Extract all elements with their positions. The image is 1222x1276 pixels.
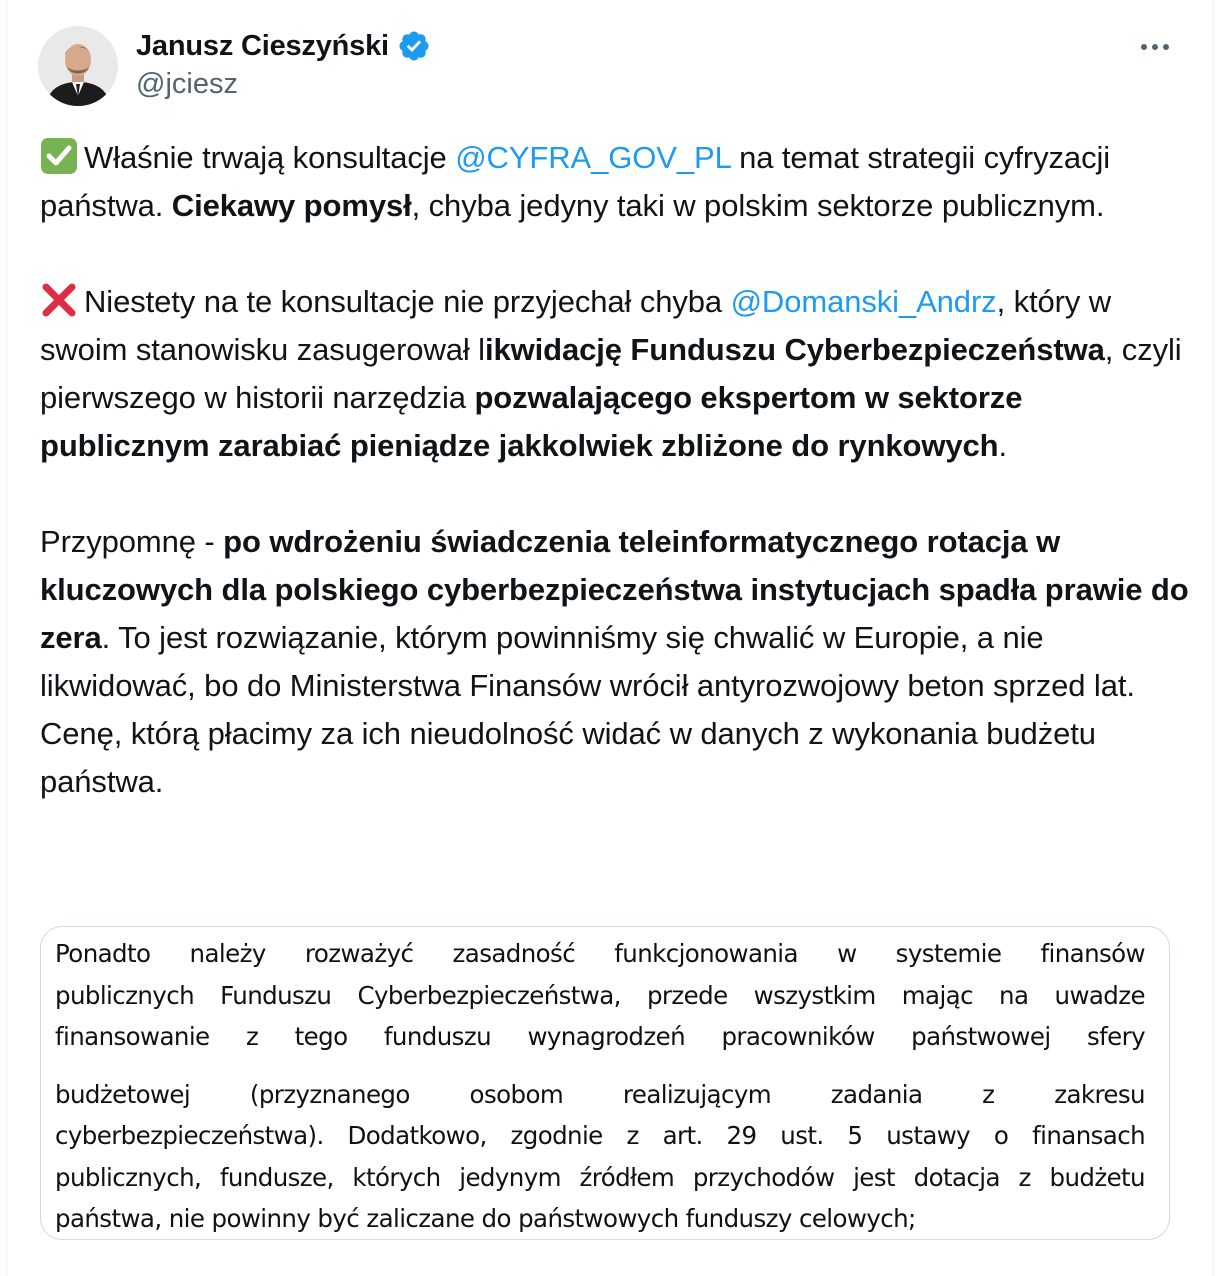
check-mark-icon	[40, 137, 78, 175]
tweet-paragraph-2	[40, 278, 1200, 470]
document-line: finansowanie z tego funduszu wynagrodzeń pracowników państwowej sfery	[55, 1022, 1145, 1051]
tweet-text-segment: , chyba jedyny taki w polskim sektorze publicznym.	[411, 188, 1105, 223]
tweet-text-segment: , czyli pierwszego w historii narzędzia	[40, 332, 1182, 415]
tweet-text-segment: .	[998, 428, 1008, 463]
document-line: państwa, nie powinny być zaliczane do państwowych funduszy celowych;	[55, 1204, 916, 1233]
author-handle[interactable]: @jciesz	[136, 68, 238, 100]
tweet-bold-segment: po wdrożeniu świadczenia teleinformatycznego rotacja w kluczowych dla polskiego cyberbezpieczeństwa instytucjach spadła prawie do zera	[40, 524, 1189, 655]
verified-badge-icon	[397, 29, 431, 63]
tweet-paragraph-1	[40, 134, 1200, 230]
attached-document-image[interactable]	[40, 926, 1170, 1240]
author-name-row	[136, 28, 431, 64]
tweet-bold-segment: Ciekawy pomysł	[171, 188, 412, 223]
document-line: publicznych, fundusze, których jedynym źródłem przychodów jest dotacja z budżetu	[55, 1162, 1145, 1192]
tweet-text-segment: Właśnie trwają konsultacje	[84, 140, 456, 175]
document-line: Ponadto należy rozważyć zasadność funkcjonowania w systemie finansów	[55, 939, 1145, 968]
mention-link[interactable]: @Domanski_Andrz	[730, 284, 997, 319]
tweet-text-segment: Niestety na te konsultacje nie przyjechał chyba	[84, 284, 731, 319]
tweet-bold-segment: ikwidację Funduszu Cyberbezpieczeństwa	[484, 332, 1105, 367]
tweet-text	[40, 134, 1200, 806]
cross-mark-icon	[40, 281, 78, 319]
tweet-paragraph-3	[40, 518, 1200, 806]
tweet-text-segment: na temat strategii cyfryzacji państwa.	[40, 140, 1111, 223]
document-text	[55, 933, 1145, 1240]
document-line: budżetowej (przyznanego osobom realizującym zadania z zakresu	[55, 1079, 1145, 1109]
mention-link[interactable]: @CYFRA_GOV_PL	[455, 140, 731, 175]
tweet-text-segment: Przypomnę -	[40, 524, 224, 559]
tweet-text-segment: . To jest rozwiązanie, którym powinniśmy się chwalić w Europie, a nie likwidować, bo do Ministerstwa Finansów wrócił antyrozwojowy beton sprzed lat. Cenę, którą płacimy za ich nieudolność widać w danych z wykonania budżetu państwa.	[40, 620, 1135, 799]
more-horizontal-icon[interactable]	[1138, 30, 1172, 64]
author-avatar[interactable]	[38, 26, 118, 106]
tweet-bold-segment: pozwalającego ekspertom w sektorze publicznym zarabiać pieniądze jakkolwiek zbliżone do rynkowych	[40, 380, 1023, 463]
author-name[interactable]: Janusz Cieszyński	[136, 29, 389, 62]
tweet-text-segment: , który w swoim stanowisku zasugerował l	[40, 284, 1112, 367]
document-line: cyberbezpieczeństwa). Dodatkowo, zgodnie z art. 29 ust. 5 ustawy o finansach	[55, 1121, 1145, 1150]
document-line: publicznych Funduszu Cyberbezpieczeństwa, przede wszystkim mając na uwadze	[55, 980, 1145, 1010]
